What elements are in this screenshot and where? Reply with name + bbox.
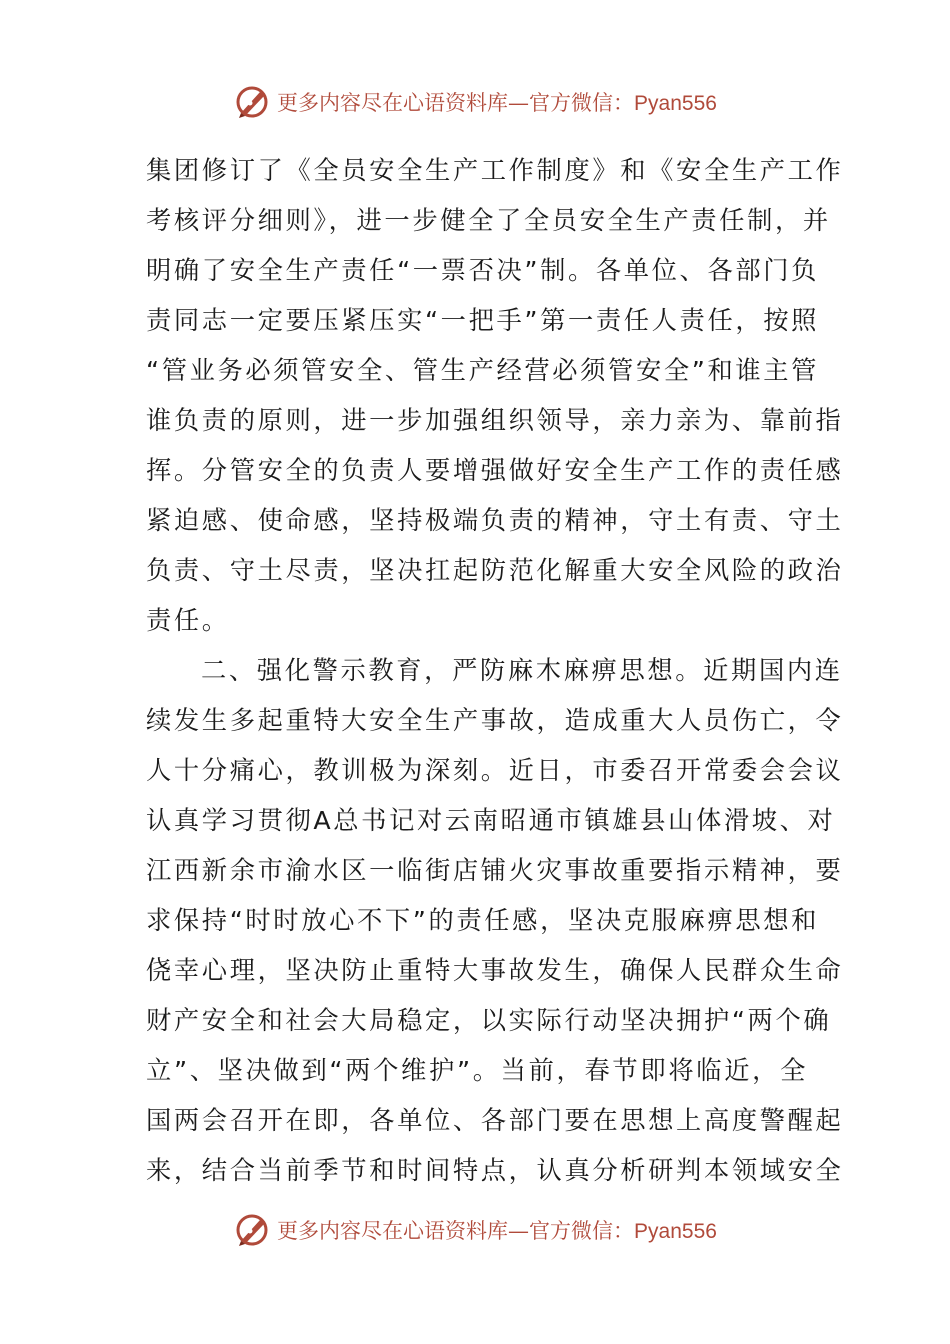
text-line: 集团修订了《全员安全生产工作制度》和《安全生产工作 bbox=[146, 156, 844, 185]
text-line: 求保持“时时放心不下”的责任感，坚决克服麻痹思想和 bbox=[146, 906, 820, 935]
pen-circle-logo-icon bbox=[233, 83, 271, 121]
text-line: 认真学习贯彻A总书记对云南昭通市镇雄县山体滑坡、对 bbox=[146, 806, 836, 835]
text-line: 负责、守土尽责，坚决扛起防范化解重大安全风险的政治 bbox=[146, 556, 844, 585]
header-watermark bbox=[0, 80, 950, 124]
text-line: 明确了安全生产责任“一票否决”制。各单位、各部门负 bbox=[146, 256, 820, 285]
text-line: 人十分痛心，教训极为深刻。近日，市委召开常委会会议 bbox=[146, 756, 844, 785]
paragraph-2 bbox=[146, 646, 844, 1196]
text-line: 考核评分细则》，进一步健全了全员安全生产责任制，并 bbox=[146, 206, 831, 235]
text-line: 挥。分管安全的负责人要增强做好安全生产工作的责任感 bbox=[146, 456, 844, 485]
text-line: 续发生多起重特大安全生产事故，造成重大人员伤亡，令 bbox=[146, 706, 844, 735]
text-line: 财产安全和社会大局稳定，以实际行动坚决拥护“两个确 bbox=[146, 1006, 832, 1035]
text-line: 责同志一定要压紧压实“一把手”第一责任人责任，按照 bbox=[146, 306, 820, 335]
pen-circle-logo-icon bbox=[233, 1211, 271, 1249]
paragraph-1 bbox=[146, 146, 844, 646]
text-line: 责任。 bbox=[146, 606, 230, 635]
text-line: 江西新余市渝水区一临街店铺火灾事故重要指示精神，要 bbox=[146, 856, 844, 885]
watermark-text: 更多内容尽在心语资料库—官方微信：Pyan556 bbox=[277, 1219, 717, 1243]
text-line: 紧迫感、使命感，坚持极端负责的精神，守土有责、守土 bbox=[146, 506, 844, 535]
text-line: 谁负责的原则，进一步加强组织领导，亲力亲为、靠前指 bbox=[146, 406, 844, 435]
text-line: 立”、坚决做到“两个维护”。当前，春节即将临近，全 bbox=[146, 1056, 808, 1085]
text-line: 二、强化警示教育，严防麻木麻痹思想。近期国内连 bbox=[201, 656, 843, 685]
text-line: 国两会召开在即，各单位、各部门要在思想上高度警醒起 bbox=[146, 1106, 844, 1135]
footer-watermark bbox=[0, 1208, 950, 1252]
text-line: 侥幸心理，坚决防止重特大事故发生，确保人民群众生命 bbox=[146, 956, 844, 985]
document-body bbox=[146, 146, 844, 1196]
text-line: “管业务必须管安全、管生产经营必须管安全”和谁主管 bbox=[146, 356, 820, 385]
text-line: 来，结合当前季节和时间特点，认真分析研判本领域安全 bbox=[146, 1156, 844, 1185]
watermark-text: 更多内容尽在心语资料库—官方微信：Pyan556 bbox=[277, 91, 717, 115]
